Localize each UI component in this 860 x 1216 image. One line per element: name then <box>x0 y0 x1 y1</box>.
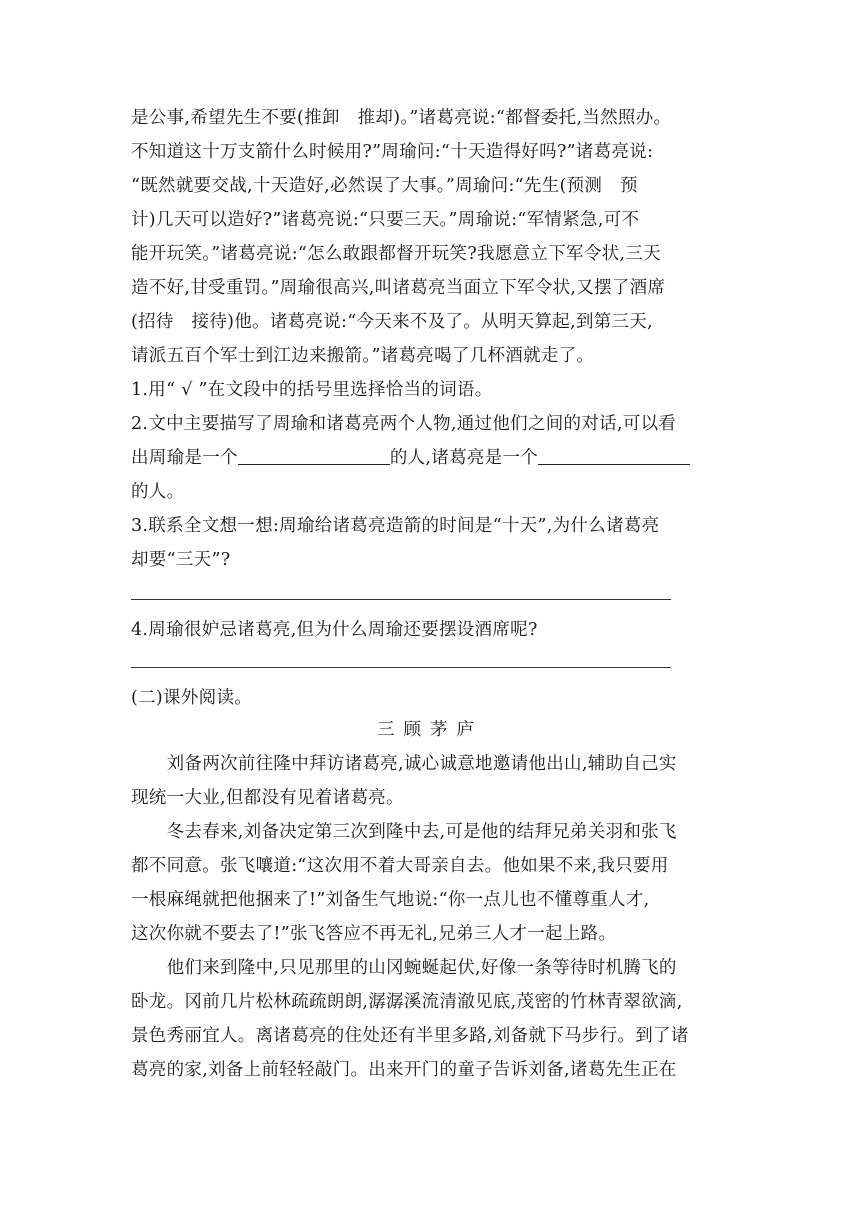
question-4: 4.周瑜很妒忌诸葛亮,但为什么周瑜还要摆设酒席呢? <box>131 620 538 640</box>
story-line: 卧龙。冈前几片松林疏疏朗朗,潺潺溪流清澈见底,茂密的竹林青翠欲滴, <box>131 992 683 1012</box>
story-line: 一根麻绳就把他捆来了!”刘备生气地说:“你一点儿也不懂尊重人才, <box>131 890 650 910</box>
passage-line: 造不好,甘受重罚。”周瑜很高兴,叫诸葛亮当面立下军令状,又摆了酒席 <box>131 278 666 298</box>
story-title: 三顾茅庐 <box>377 720 483 740</box>
story-line: 他们来到隆中,只见那里的山冈蜿蜒起伏,好像一条等待时机腾飞的 <box>131 958 677 978</box>
story-line: 冬去春来,刘备决定第三次到隆中去,可是他的结拜兄弟关羽和张飞 <box>131 822 677 842</box>
story-line: 现统一大业,但都没有见着诸葛亮。 <box>131 788 404 808</box>
passage-line: 不知道这十万支箭什么时候用?”周瑜问:“十天造得好吗?”诸葛亮说: <box>131 142 654 162</box>
section-heading: (二)课外阅读。 <box>131 688 253 708</box>
question-3-line: 3.联系全文想一想:周瑜给诸葛亮造箭的时间是“十天”,为什么诸葛亮 <box>131 516 660 536</box>
passage-line: 是公事,希望先生不要(推卸 推却)。”诸葛亮说:“都督委托,当然照办。 <box>131 108 672 128</box>
question-2-blanks-line <box>131 446 690 470</box>
answer-line-question-3[interactable] <box>131 599 671 600</box>
story-line: 葛亮的家,刘备上前轻轻敲门。出来开门的童子告诉刘备,诸葛先生正在 <box>131 1060 677 1080</box>
question-3-line: 却要“三天”? <box>131 550 231 570</box>
answer-line-question-4[interactable] <box>131 667 671 668</box>
passage-line: 请派五百个军士到江边来搬箭。”诸葛亮喝了几杯酒就走了。 <box>131 346 595 366</box>
question-2-text-a: 出周瑜是一个 <box>131 448 238 468</box>
question-2-text-b: 的人,诸葛亮是一个 <box>389 448 539 468</box>
question-2-line: 2.文中主要描写了周瑜和诸葛亮两个人物,通过他们之间的对话,可以看 <box>131 414 677 434</box>
question-2-line: 的人。 <box>131 482 185 502</box>
passage-line: 能开玩笑。”诸葛亮说:“怎么敢跟都督开玩笑?我愿意立下军令状,三天 <box>131 244 661 264</box>
answer-blank-zhouyu[interactable] <box>238 446 390 465</box>
answer-blank-zhugeliang[interactable] <box>538 446 690 465</box>
story-line: 都不同意。张飞嚷道:“这次用不着大哥亲自去。他如果不来,我只要用 <box>131 856 669 876</box>
passage-line: (招待 接待)他。诸葛亮说:“今天来不及了。从明天算起,到第三天, <box>131 312 654 332</box>
passage-line: 计)几天可以造好?”诸葛亮说:“只要三天。”周瑜说:“军情紧急,可不 <box>131 210 640 230</box>
passage-line: “既然就要交战,十天造好,必然误了大事。”周瑜问:“先生(预测 预 <box>131 176 638 196</box>
story-line: 这次你就不要去了!”张飞答应不再无礼,兄弟三人才一起上路。 <box>131 924 617 944</box>
story-line: 景色秀丽宜人。离诸葛亮的住处还有半里多路,刘备就下马步行。到了诸 <box>131 1026 689 1046</box>
story-line: 刘备两次前往隆中拜访诸葛亮,诚心诚意地邀请他出山,辅助自己实 <box>131 754 677 774</box>
question-1: 1.用“ √ ”在文段中的括号里选择恰当的词语。 <box>131 380 493 400</box>
